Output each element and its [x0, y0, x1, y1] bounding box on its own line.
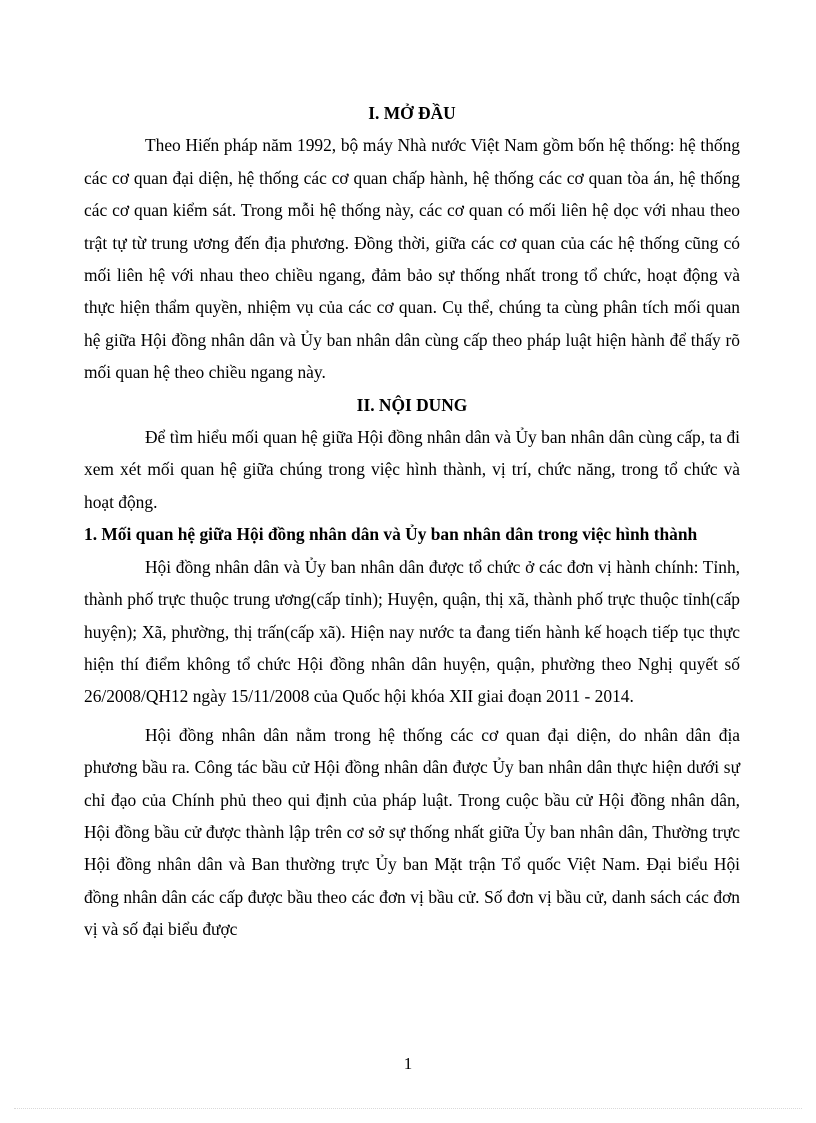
page-number: 1: [403, 1054, 413, 1073]
paragraph-formation-2: Hội đồng nhân dân nằm trong hệ thống các cơ quan đại diện, do nhân dân địa phương bầu ra. Công tác bầu cử Hội đồng nhân dân được Ủy ban nhân dân thực hiện dưới sự chỉ đạo của Chính phủ theo qui định của pháp luật. Trong cuộc bầu cử Hội đồng nhân dân, Hội đồng bầu cử được thành lập trên cơ sở sự thống nhất giữa Ủy ban nhân dân, Thường trực Hội đồng nhân dân và Ban thường trực Ủy ban Mặt trận Tổ quốc Việt Nam. Đại biểu Hội đồng nhân dân các cấp được bầu theo các đơn vị bầu cử. Số đơn vị bầu cử, danh sách các đơn vị và số đại biểu được: [84, 724, 740, 940]
subsection-heading-hinh-thanh: 1. Mối quan hệ giữa Hội đồng nhân dân và Ủy ban nhân dân trong việc hình thành: [84, 524, 698, 545]
paragraph-content-intro: Để tìm hiểu mối quan hệ giữa Hội đồng nhân dân và Ủy ban nhân dân cùng cấp, ta đi xem xét mối quan hệ giữa chúng trong việc hình thành, vị trí, chức năng, trong tổ chức và hoạt động.: [84, 427, 740, 512]
section-heading-noi-dung: II. NỘI DUNG: [356, 394, 468, 415]
section-heading-mo-dau: I. MỞ ĐẦU: [368, 103, 456, 123]
paragraph-formation-1: Hội đồng nhân dân và Ủy ban nhân dân được tổ chức ở các đơn vị hành chính: Tỉnh, thành phố trực thuộc trung ương(cấp tỉnh); Huyện, quận, thị xã, thành phố trực thuộc tỉnh(cấp huyện); Xã, phường, thị trấn(cấp xã). Hiện nay nước ta đang tiến hành kế hoạch tiếp tục thực hiện thí điểm không tổ chức Hội đồng nhân dân huyện, quận, phường theo Nghị quyết số 26/2008/QH12 ngày 15/11/2008 của Quốc hội khóa XII giai đoạn 2011 - 2014.: [84, 556, 740, 707]
page-divider: [14, 1108, 802, 1109]
paragraph-intro: Theo Hiến pháp năm 1992, bộ máy Nhà nước Việt Nam gồm bốn hệ thống: hệ thống các cơ quan đại diện, hệ thống các cơ quan chấp hành, hệ thống các cơ quan tòa án, hệ thống các cơ quan kiểm sát. Trong mỗi hệ thống này, các cơ quan có mối liên hệ dọc với nhau theo trật tự từ trung ương đến địa phương. Đồng thời, giữa các cơ quan của các hệ thống cũng có mối liên hệ với nhau theo chiều ngang, đảm bảo sự thống nhất trong tổ chức, hoạt động và thực hiện thẩm quyền, nhiệm vụ của các cơ quan. Cụ thể, chúng ta cùng phân tích mối quan hệ giữa Hội đồng nhân dân và Ủy ban nhân dân cùng cấp theo pháp luật hiện hành để thấy rõ mối quan hệ theo chiều ngang này.: [84, 135, 740, 383]
page-body: [84, 97, 740, 946]
